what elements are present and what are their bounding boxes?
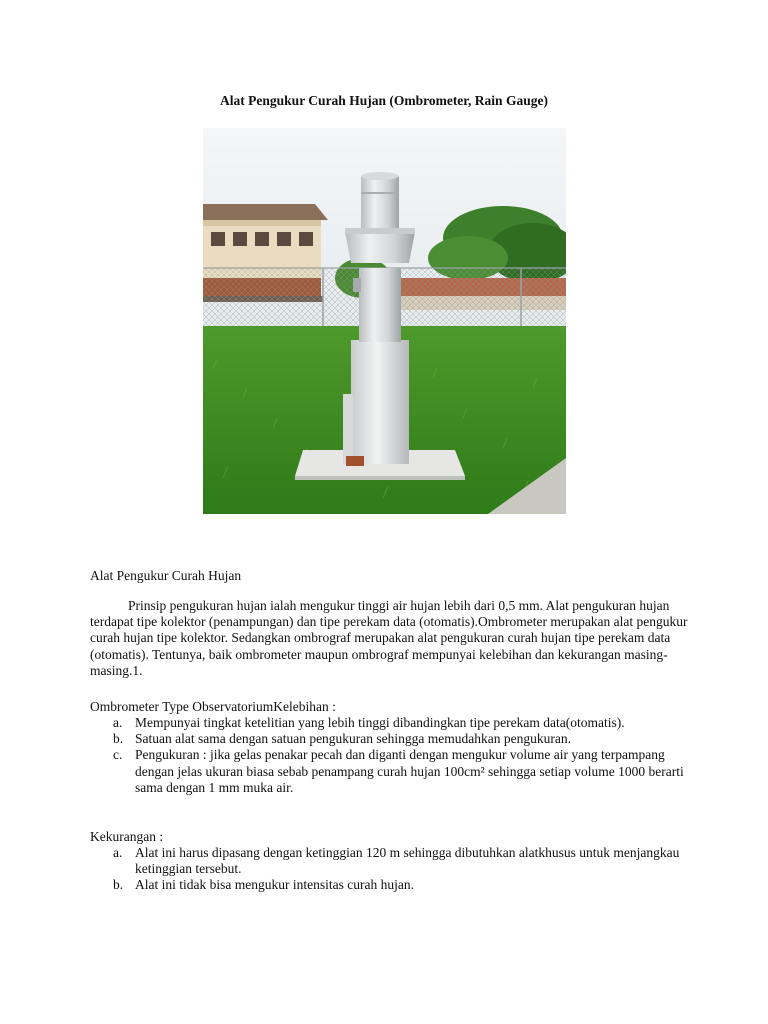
list-marker: b. <box>113 731 124 747</box>
list-item-text: Mempunyai tingkat ketelitian yang lebih tinggi dibandingkan tipe perekam data(otomatis). <box>135 715 625 730</box>
advantages-heading: Ombrometer Type ObservatoriumKelebihan : <box>90 699 336 714</box>
list-marker: c. <box>113 747 123 763</box>
list-marker: a. <box>113 715 123 730</box>
list-item <box>90 731 690 747</box>
list-marker: a. <box>113 845 123 860</box>
section-heading: Alat Pengukur Curah Hujan <box>90 568 242 583</box>
rain-gauge-photo <box>203 128 566 514</box>
list-item <box>90 747 690 796</box>
intro-paragraph: Prinsip pengukuran hujan ialah mengukur tinggi air hujan lebih dari 0,5 mm. Alat pengukuran hujan terdapat tipe kolektor (penampungan) dan tipe perekam data (otomatis).Ombrometer merupakan alat pengukur curah hujan tipe kolektor. Sedangkan ombrograf merupakan alat pengukuran curah hujan tipe perekam data (otomatis). Tentunya, baik ombrometer maupun ombrograf mempunyai kelebihan dan kekurangan masing-masing.1. <box>90 598 688 678</box>
disadvantages-heading: Kekurangan : <box>90 829 164 844</box>
disadvantages-list <box>90 845 690 894</box>
list-item-text: Alat ini harus dipasang dengan ketinggian 120 m sehingga dibutuhkan alatkhusus untuk menjangkau ketinggian tersebut. <box>135 845 680 877</box>
list-item-text: Alat ini tidak bisa mengukur intensitas curah hujan. <box>135 877 414 893</box>
list-item <box>90 845 690 877</box>
list-item <box>90 877 690 893</box>
list-item-text: Satuan alat sama dengan satuan pengukuran sehingga memudahkan pengukuran. <box>135 731 571 747</box>
list-item <box>90 715 690 731</box>
list-marker: b. <box>113 877 124 893</box>
document-title: Alat Pengukur Curah Hujan (Ombrometer, Rain Gauge) <box>220 93 548 108</box>
advantages-list <box>90 715 690 796</box>
list-item-text: Pengukuran : jika gelas penakar pecah dan diganti dengan mengukur volume air yang terpampang dengan jelas ukuran biasa sebab penampang curah hujan 100cm² sehingga setiap volume 1000 berarti sama dengan 1 mm muka air. <box>135 747 684 795</box>
